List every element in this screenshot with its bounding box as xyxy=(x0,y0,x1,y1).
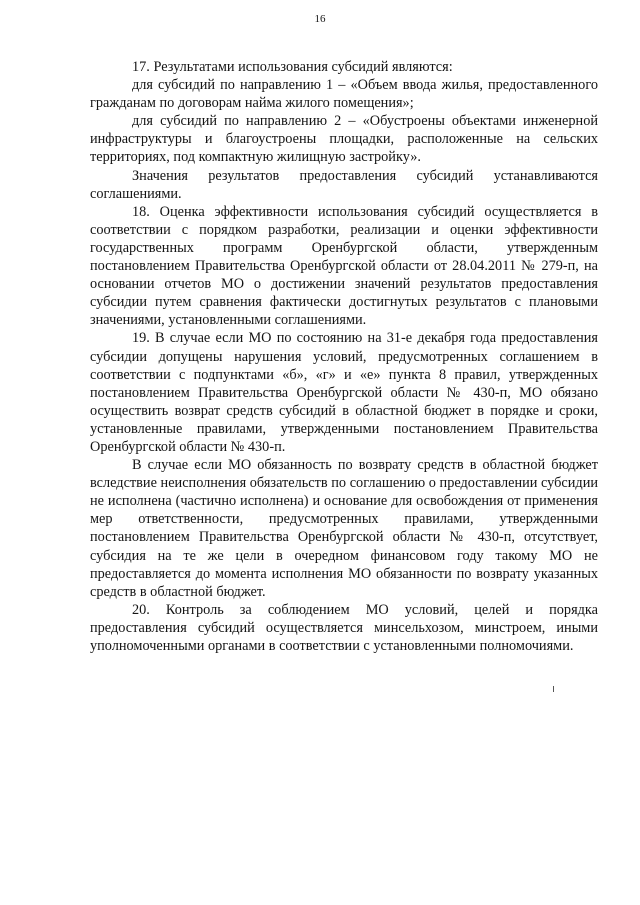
page-number: 16 xyxy=(314,13,326,25)
paragraph-18: 18. Оценка эффективности использования субсидий осуществляется в соответствии с порядком разработки, реализации и оценки эффективности государственных программ Оренбургской области, утвержденным постановлением Правительства Оренбургской области от 28.04.2011 № 279-п, на основании отчетов МО о достижении значений результатов предоставления субсидии путем сравнения фактически достигнутых результатов с плановыми значениями, установленными соглашениями. xyxy=(90,203,598,329)
paragraph-17-heading: 17. Результатами использования субсидий являются: xyxy=(132,59,453,75)
paragraph-17-values: Значения результатов предоставления субсидий устанавливаются соглашениями. xyxy=(90,167,598,202)
paragraph-20: 20. Контроль за соблюдением МО условий, целей и порядка предоставления субсидий осуществляется минсельхозом, минстроем, иными уполномоченными органами в соответствии с установленными полномочиями. xyxy=(90,601,598,654)
paragraph-19-continued: В случае если МО обязанность по возврату средств в областной бюджет вследствие неисполнения обязательств по соглашению о предоставлении субсидии не исполнена (частично исполнена) и основание для освобождения от применения мер ответственности, предусмотренных правилами, утвержденными постановлением Правительства Оренбургской области № 430-п, отсутствует, субсидия на те же цели в очередном финансовом году такому МО не предоставляется до момента исполнения МО обязанности по возврату указанных средств в областной бюджет. xyxy=(90,457,598,600)
paragraph-17-direction-2: для субсидий по направлению 2 – «Обустроены объектами инженерной инфраструктуры и благоустроены площадки, расположенные на сельских территориях, под компактную жилищную застройку». xyxy=(90,113,598,166)
scan-mark xyxy=(553,686,554,692)
paragraph-17-direction-1: для субсидий по направлению 1 – «Объем ввода жилья, предоставленного гражданам по договорам найма жилого помещения»; xyxy=(90,77,598,112)
paragraph-19: 19. В случае если МО по состоянию на 31-е декабря года предоставления субсидии допущены нарушения условий, предусмотренных соглашением в соответствии с подпунктами «б», «г» и «е» пункта 8 правил, утвержденных постановлением Правительства Оренбургской области № 430-п, МО обязано осуществить возврат средств субсидий в областной бюджет в порядке и сроки, установленные правилами, утвержденными постановлением Правительства Оренбургской области № 430-п. xyxy=(90,330,598,455)
document-body xyxy=(90,58,598,655)
